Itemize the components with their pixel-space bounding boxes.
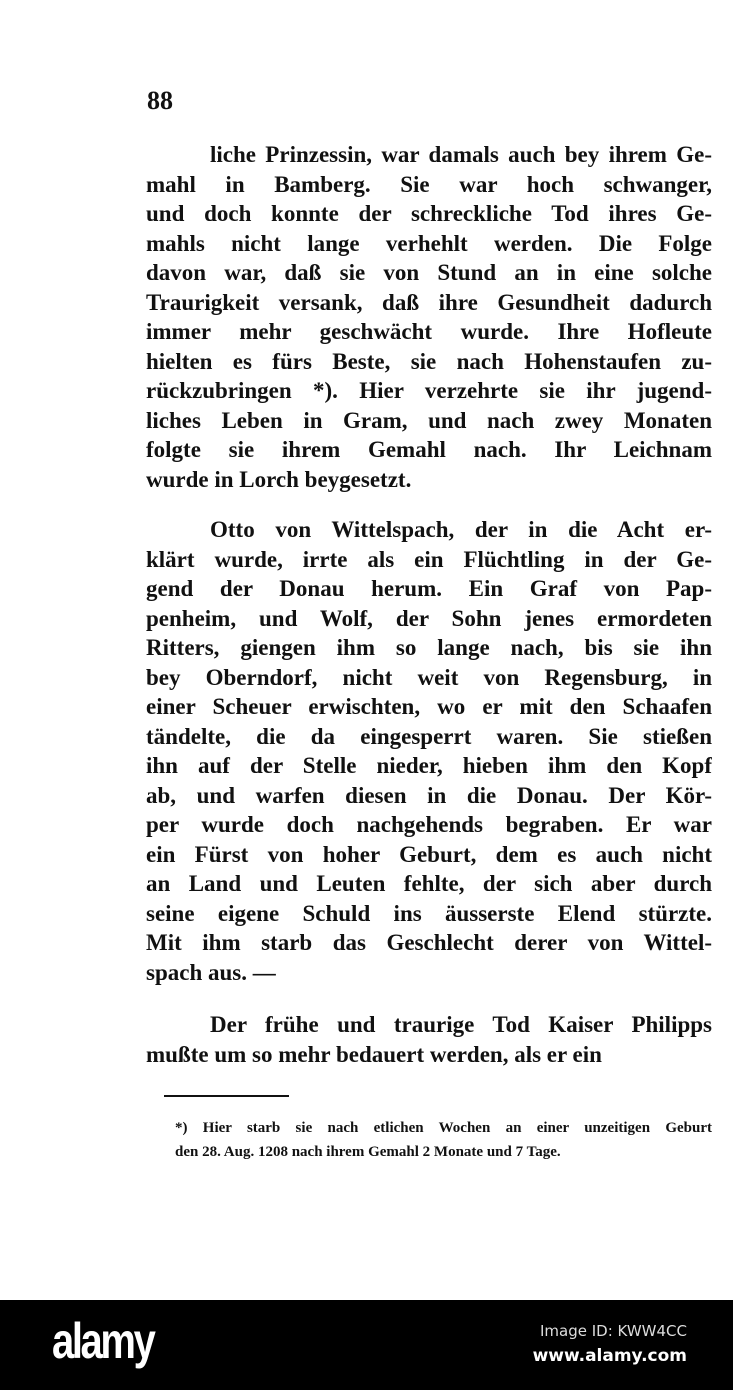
alamy-logo: alamy <box>52 1313 154 1369</box>
text-line: penheim, und Wolf, der Sohn jenes ermordeten <box>146 605 712 631</box>
text-line: davon war, daß sie von Stund an in eine solche <box>146 260 712 285</box>
text-line: ein Fürst von hoher Geburt, dem es auch nicht <box>146 841 712 867</box>
page-number: 88 <box>147 86 173 115</box>
paragraph-2 <box>146 515 712 987</box>
text-line: liche Prinzessin, war damals auch bey ihrem Ge- <box>210 142 712 167</box>
text-line: bey Oberndorf, nicht weit von Regensburg, in <box>146 664 712 690</box>
text-line: mahls nicht lange verhehlt werden. Die Folge <box>146 230 712 256</box>
text-line: ihn auf der Stelle nieder, hieben ihm den Kopf <box>146 753 712 778</box>
text-line: ab, und warfen diesen in die Donau. Der Kör- <box>146 782 712 808</box>
footnote-line: *) Hier starb sie nach etlichen Wochen an einer unzeitigen Geburt <box>175 1120 712 1136</box>
text-line: einer Scheuer erwischten, wo er mit den Schaafen <box>146 694 712 719</box>
text-line: klärt wurde, irrte als ein Flüchtling in der Ge- <box>146 546 712 572</box>
text-line: und doch konnte der schreckliche Tod ihres Ge- <box>146 201 712 226</box>
text-line: immer mehr geschwächt wurde. Ihre Hofleute <box>146 319 712 344</box>
text-line: gend der Donau herum. Ein Graf von Pap- <box>146 576 712 601</box>
text-line: mahl in Bamberg. Sie war hoch schwanger, <box>146 171 712 197</box>
paragraph-1 <box>146 140 712 494</box>
text-line: an Land und Leuten fehlte, der sich aber durch <box>146 871 712 896</box>
paragraph-3 <box>146 1010 712 1069</box>
text-line: mußte um so mehr bedauert werden, als er ein <box>146 1041 602 1067</box>
text-line: spach aus. — <box>146 959 276 985</box>
watermark-bar <box>0 1300 733 1390</box>
text-line: wurde in Lorch beygesetzt. <box>146 466 412 492</box>
text-line: per wurde doch nachgehends begraben. Er war <box>146 812 712 837</box>
text-line: tändelte, die da eingesperrt waren. Sie stießen <box>146 723 712 749</box>
text-line: hielten es fürs Beste, sie nach Hohenstaufen zu- <box>146 348 712 374</box>
text-line: Ritters, giengen ihm so lange nach, bis sie ihn <box>146 635 712 660</box>
text-line: Otto von Wittelspach, der in die Acht er- <box>210 517 712 542</box>
text-line: Der frühe und traurige Tod Kaiser Philipps <box>210 1012 712 1037</box>
image-id: Image ID: KWW4CC <box>540 1322 687 1340</box>
footnote-divider <box>164 1095 289 1097</box>
watermark-url: www.alamy.com <box>532 1346 687 1366</box>
text-line: seine eigene Schuld ins äusserste Elend stürzte. <box>146 900 712 926</box>
text-line: folgte sie ihrem Gemahl nach. Ihr Leichnam <box>146 437 712 462</box>
text-line: Traurigkeit versank, daß ihre Gesundheit dadurch <box>146 289 712 315</box>
footnote-line: den 28. Aug. 1208 nach ihrem Gemahl 2 Monate und 7 Tage. <box>175 1144 561 1160</box>
text-line: Mit ihm starb das Geschlecht derer von Wittel- <box>146 930 712 955</box>
text-line: rückzubringen *). Hier verzehrte sie ihr jugend- <box>146 378 712 403</box>
text-line: liches Leben in Gram, und nach zwey Monaten <box>146 407 712 433</box>
